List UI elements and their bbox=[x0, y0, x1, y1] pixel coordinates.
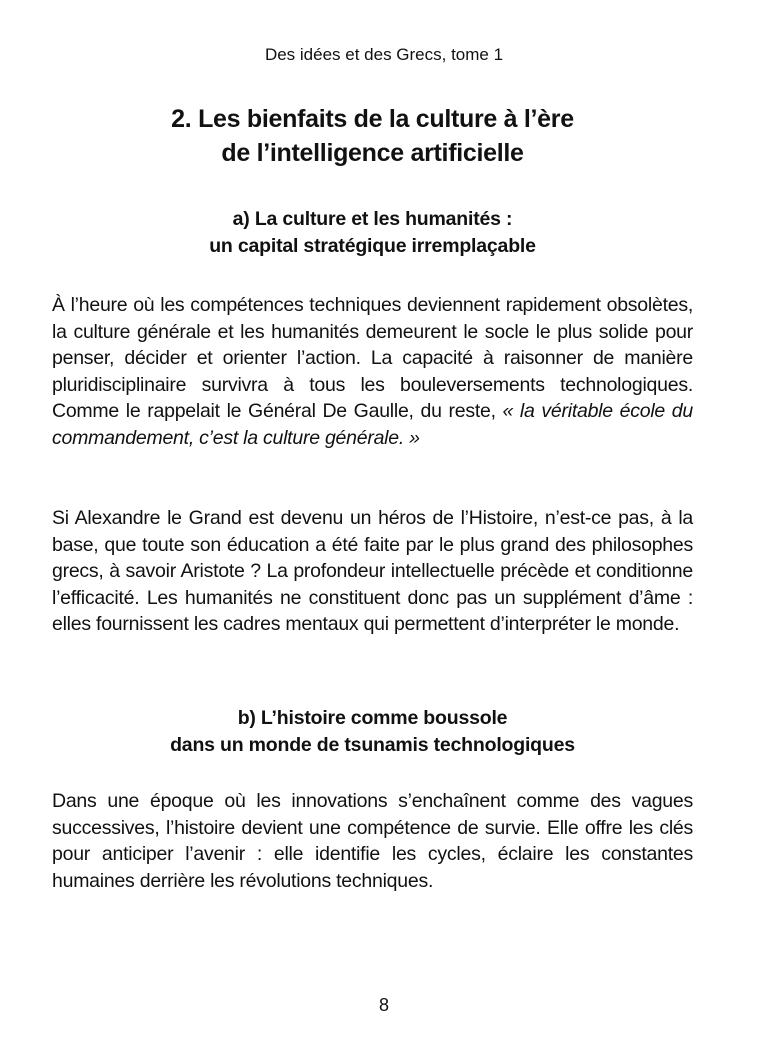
chapter-title bbox=[52, 102, 693, 170]
section-a-paragraph-1 bbox=[52, 292, 693, 451]
section-b-heading-line-2: dans un monde de tsunamis technologiques bbox=[170, 734, 575, 756]
section-a-heading-line-2: un capital stratégique irremplaçable bbox=[209, 235, 536, 257]
chapter-title-line-1: 2. Les bienfaits de la culture à l’ère bbox=[171, 105, 574, 133]
section-b-heading-line-1: b) L’histoire comme boussole bbox=[237, 707, 508, 729]
section-a-paragraph-2: Si Alexandre le Grand est devenu un héros de l’Histoire, n’est-ce pas, à la base, que toute son éducation a été faite par le plus grand des philosophes grecs, à savoir Aristote ? La profondeur intellectuelle précède et conditionne l’efficacité. Les humanités ne constituent donc pas un supplément d’âme : elles fournissent les cadres mentaux qui permettent d’interpréter le monde. bbox=[52, 507, 693, 635]
section-b-paragraph-1: Dans une époque où les innovations s’enchaînent comme des vagues successives, l’histoire devient une compétence de survie. Elle offre les clés pour anticiper l’avenir : elle identifie les cycles, éclaire les constantes humaines derrière les révolutions techniques. bbox=[52, 790, 693, 892]
section-b-heading bbox=[52, 705, 693, 759]
de-gaulle-quote: « la véritable école du commandement, c’est la culture générale. » bbox=[52, 400, 693, 449]
section-a-heading bbox=[52, 206, 693, 260]
section-a-paragraph-1-text: À l’heure où les compétences techniques deviennent rapidement obsolètes, la culture générale et les humanités demeurent le socle le plus solide pour penser, décider et orienter l’action. La capacité à raisonner de manière pluridisciplinaire survivra à tous les bouleversements technologiques. Comme le rappelait le Général De Gaulle, du reste, bbox=[52, 294, 693, 422]
chapter-title-line-2: de l’intelligence artificielle bbox=[221, 139, 524, 167]
section-a-heading-line-1: a) La culture et les humanités : bbox=[232, 208, 513, 230]
running-header: Des idées et des Grecs, tome 1 bbox=[264, 45, 504, 64]
page-number: 8 bbox=[378, 995, 389, 1015]
